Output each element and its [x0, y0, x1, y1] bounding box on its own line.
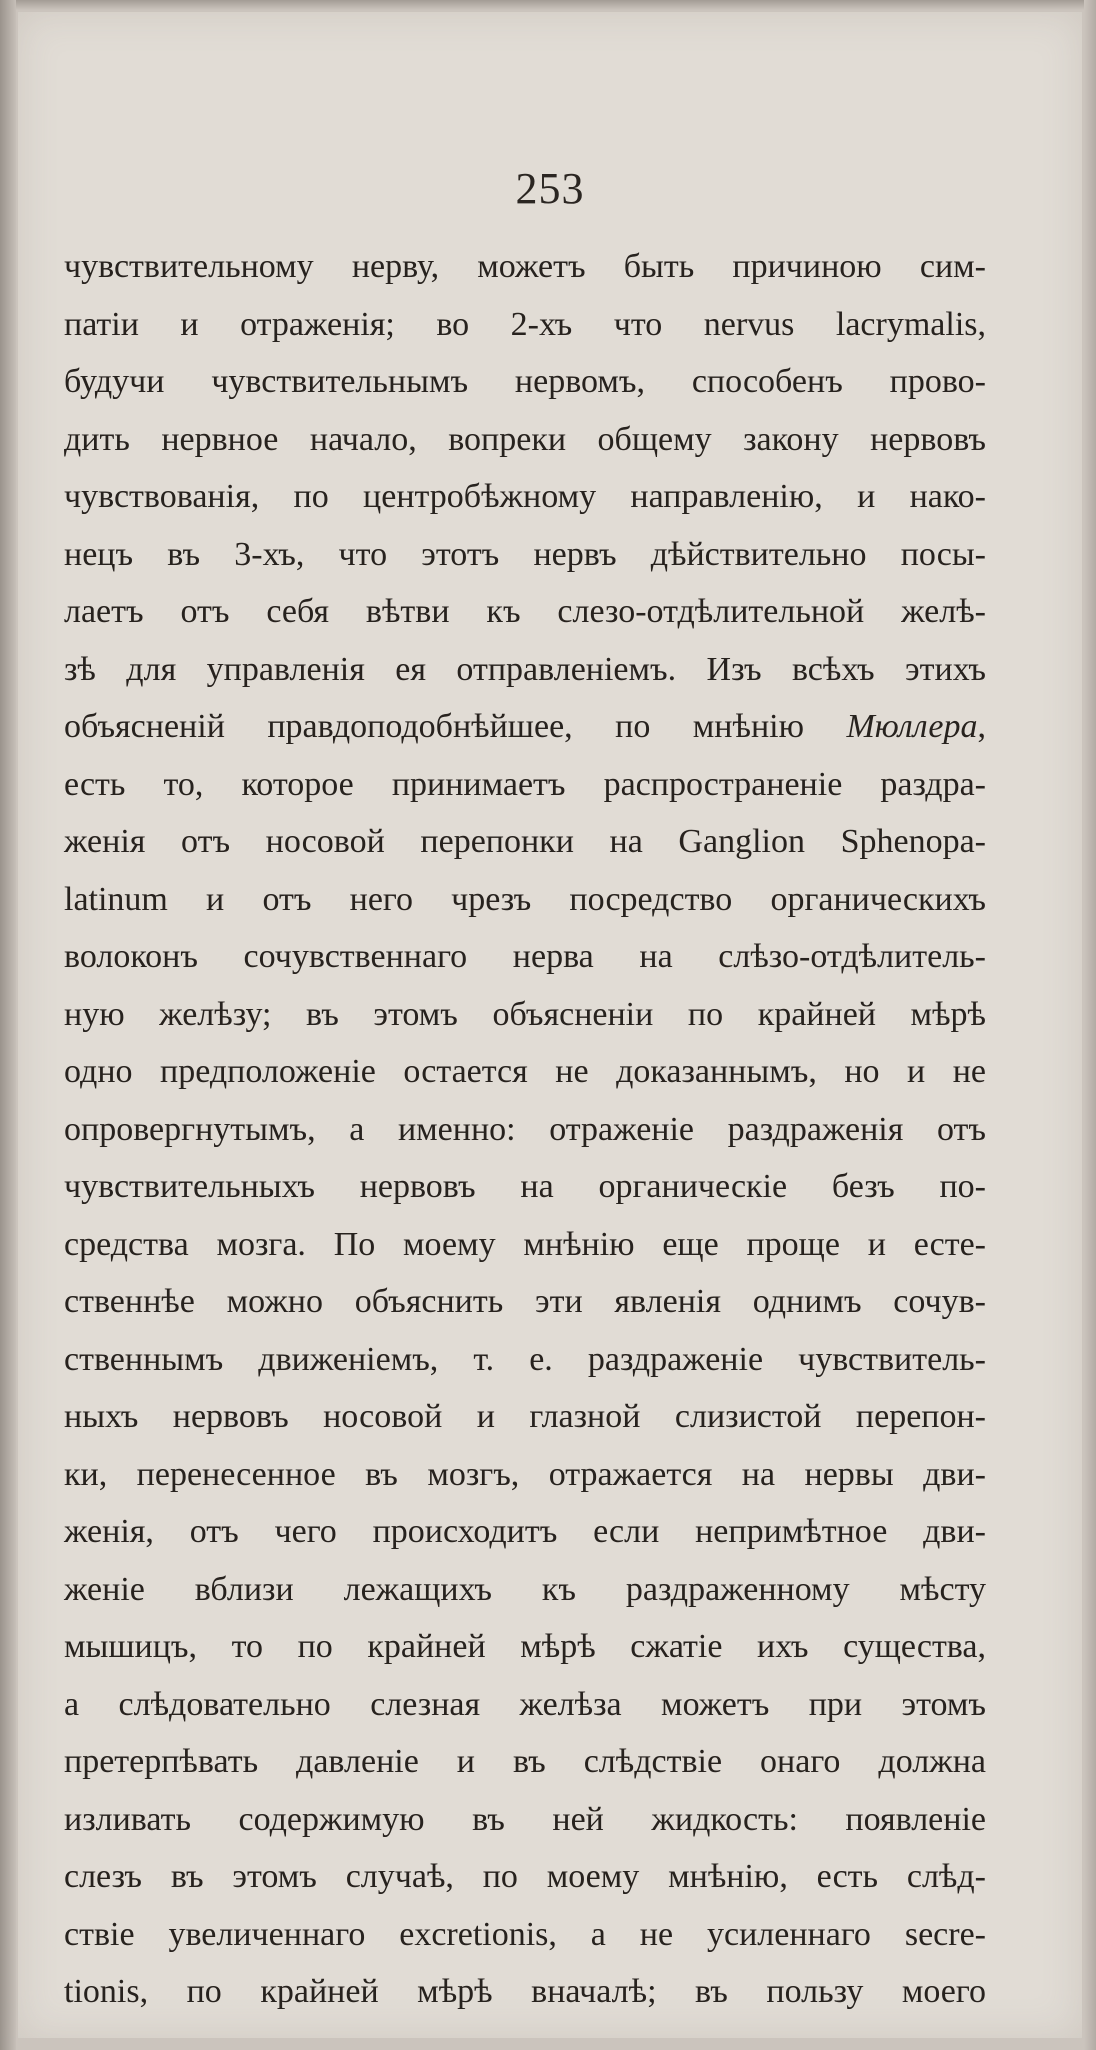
text-line: нецъ въ 3-хъ, что этотъ нервъ дѣйствительно посы-: [64, 535, 986, 573]
text-line: слезъ въ этомъ случаѣ, по моему мнѣнію, есть слѣд-: [64, 1858, 986, 1895]
author-name: Мюллера: [846, 708, 978, 745]
text-line: ствіе увеличеннаго excretionis, а не усиленнаго secre-: [64, 1915, 986, 1953]
scan-edge-left: [0, 0, 16, 2050]
line-text: объясненій правдоподобнѣйшее, по мнѣнію: [64, 708, 847, 745]
text-line: претерпѣвать давленіе и въ слѣдствіе онаго должна: [64, 1743, 986, 1780]
text-line: будучи чувствительнымъ нервомъ, способенъ прово-: [64, 363, 986, 400]
text-line: опровергнутымъ, а именно: отраженіе раздраженія отъ: [64, 1110, 986, 1148]
text-line: патіи и отраженія; во 2-хъ что nervus lacrymalis,: [64, 305, 986, 343]
text-line: волоконъ сочувственнаго нерва на слѣзо-отдѣлитель-: [64, 938, 986, 975]
book-page: [18, 12, 1082, 2038]
text-line: зѣ для управленія ея отправленіемъ. Изъ всѣхъ этихъ: [64, 650, 986, 688]
text-line: есть то, которое принимаетъ распространеніе раздра-: [64, 765, 986, 803]
text-line: а слѣдовательно слезная желѣза можетъ при этомъ: [64, 1685, 986, 1723]
page-body-text: [64, 238, 986, 2021]
text-line: ныхъ нервовъ носовой и глазной слизистой перепон-: [64, 1398, 986, 1435]
text-line: женіе вблизи лежащихъ къ раздраженному мѣсту: [64, 1570, 986, 1608]
text-line: ки, перенесенное въ мозгъ, отражается на нервы дви-: [64, 1455, 986, 1493]
line-text: ,: [977, 708, 986, 745]
text-line: изливать содержимую въ ней жидкость: появленіе: [64, 1800, 986, 1838]
text-line: чувствованія, по центробѣжному направленію, и нако-: [64, 478, 986, 515]
text-line: ственнымъ движеніемъ, т. е. раздраженіе чувствитель-: [64, 1340, 986, 1378]
text-line: tionis, по крайней мѣрѣ вначалѣ; въ пользу моего: [64, 1973, 986, 2010]
text-line: чувствительному нерву, можетъ быть причиною сим-: [64, 248, 986, 285]
text-line: одно предположеніе остается не доказаннымъ, но и не: [64, 1053, 986, 1090]
text-line: дить нервное начало, вопреки общему закону нервовъ: [64, 420, 986, 458]
text-line: latinum и отъ него чрезъ посредство органическихъ: [64, 880, 986, 918]
text-line: ную желѣзу; въ этомъ объясненіи по крайней мѣрѣ: [64, 995, 986, 1033]
text-line: чувствительныхъ нервовъ на органическіе безъ по-: [64, 1168, 986, 1205]
text-line: лаетъ отъ себя вѣтви къ слезо-отдѣлительной желѣ-: [64, 593, 986, 630]
text-line: средства мозга. По моему мнѣнію еще проще и есте-: [64, 1225, 986, 1263]
scan-edge-right: [1084, 0, 1096, 2050]
text-line: женія отъ носовой перепонки на Ganglion Sphenopa-: [64, 823, 986, 860]
scan-edge-top: [0, 0, 1096, 10]
text-line-with-author: [64, 698, 986, 756]
text-line: ственнѣе можно объяснить эти явленія однимъ сочув-: [64, 1283, 986, 1320]
text-line: мышицъ, то по крайней мѣрѣ сжатіе ихъ существа,: [64, 1628, 986, 1665]
text-line: женія, отъ чего происходитъ если непримѣтное дви-: [64, 1513, 986, 1550]
page-number: 253: [515, 164, 585, 213]
